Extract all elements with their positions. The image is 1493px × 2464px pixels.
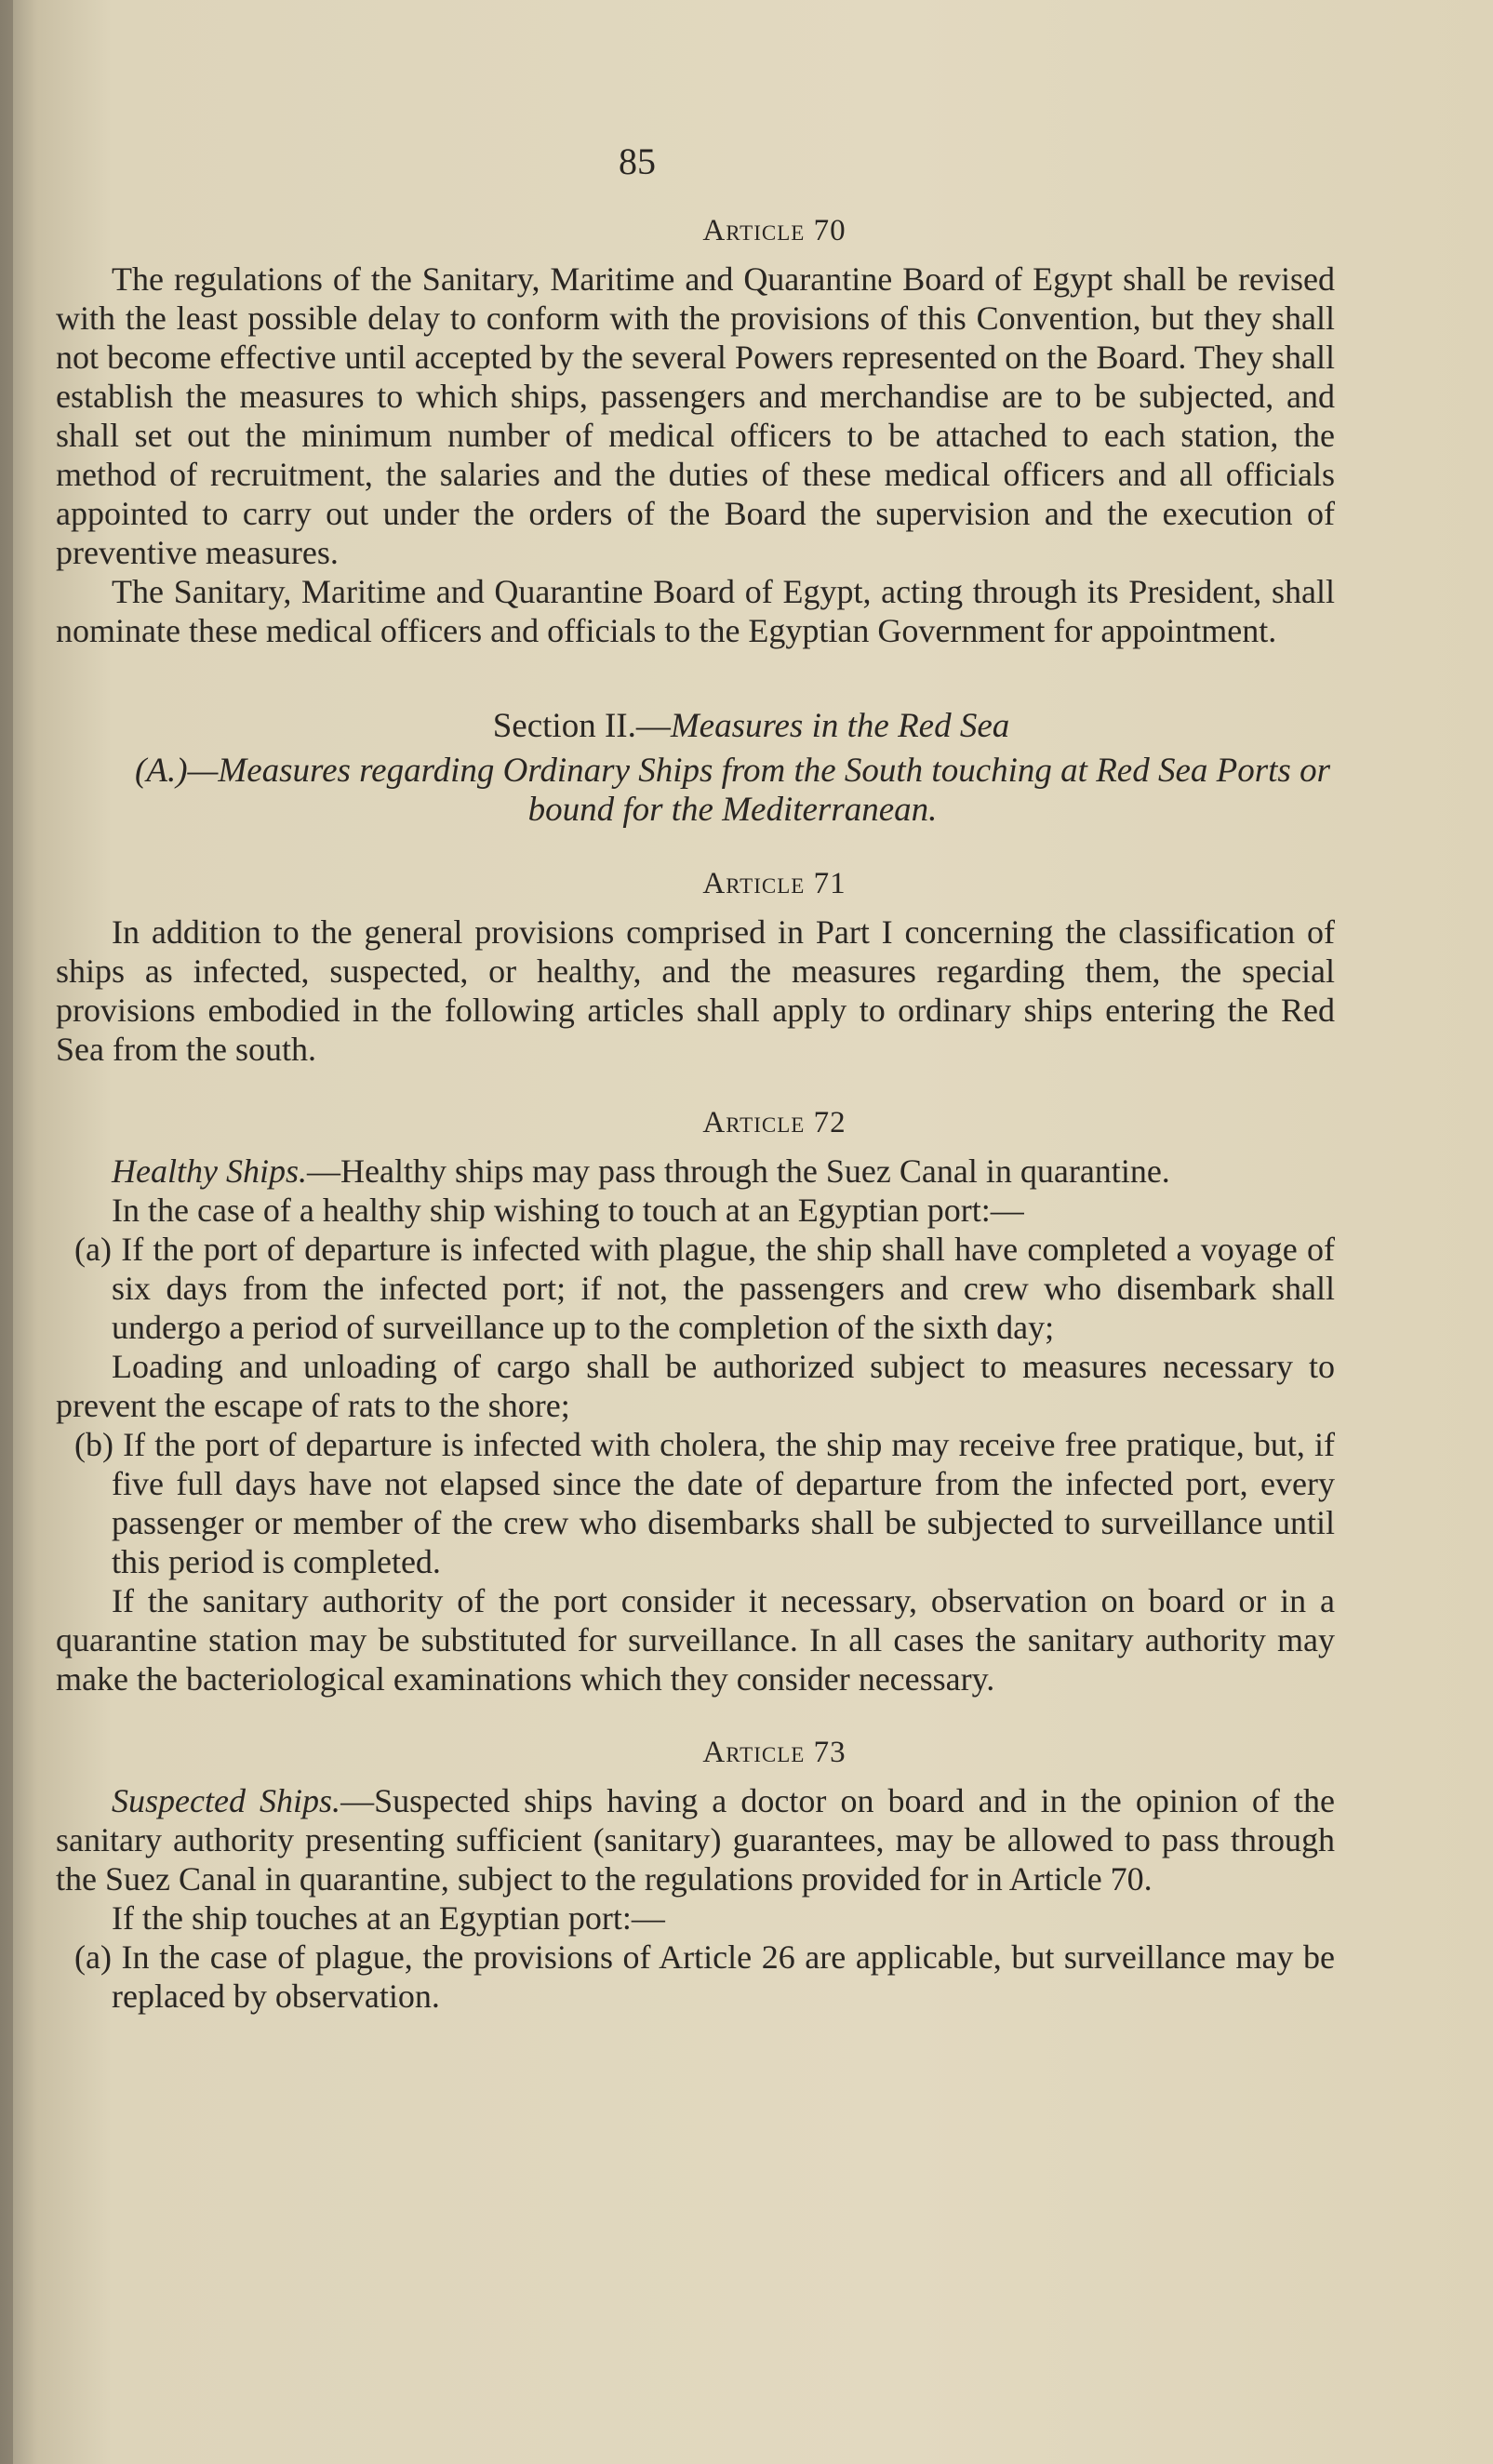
article-72-lead-label: Healthy Ships. [112,1152,307,1190]
article-71-paragraph-1: In addition to the general provisions comprised in Part I concerning the classification of ships as infected, suspected, or healthy, and the measures regarding them, the special provisions embodied in the following articles shall apply to ordinary ships entering the Red Sea from the south. [56,913,1335,1068]
article-73-intro: If the ship touches at an Egyptian port:— [112,1899,665,1937]
article-73-lead [56,1781,1335,1898]
article-72-lead [56,1152,1335,1191]
article-72-item-b-continued: If the sanitary authority of the port consider it necessary, observation on board or in a quarantine station may be substituted for surveillance. In all cases the sanitary authority may make the bacteriological examinations which they consider necessary. [56,1582,1335,1698]
section-2-heading-title: Measures in the Red Sea [670,707,1010,745]
article-73-lead-label: Suspected Ships. [112,1782,341,1819]
article-72-intro: In the case of a healthy ship wishing to touch at an Egyptian port:— [112,1192,1024,1229]
page-number: 85 [619,140,656,182]
article-73-heading: Article 73 [702,1736,846,1769]
article-72-item-a-continued: Loading and unloading of cargo shall be authorized subject to measures necessary to prevent the escape of rats to the shore; [56,1348,1335,1424]
article-72-item-b: (b) If the port of departure is infected with cholera, the ship may receive free pratique, but, if five full days have not elapsed since the date of departure from the infected port, every passenger or member of the crew who disembarks shall be subjected to surveillance until this period is completed. [74,1426,1335,1580]
article-70-paragraph-1: The regulations of the Sanitary, Maritime and Quarantine Board of Egypt shall be revised with the least possible delay to conform with the provisions of this Convention, but they shall not become effective until accepted by the several Powers represented on the Board. They shall establish the measures to which ships, passengers and merchandise are to be subjected, and shall set out the minimum number of medical officers to be attached to each station, the method of recruitment, the salaries and the duties of these medical officers and all officials appointed to carry out under the orders of the Board the supervision and the execution of preventive measures. [56,260,1335,571]
article-70-paragraph-2: The Sanitary, Maritime and Quarantine Board of Egypt, acting through its President, shall nominate these medical officers and officials to the Egyptian Government for appointment. [56,573,1335,649]
binding-shadow [0,0,13,2464]
section-2-heading-prefix: Section II.— [492,707,671,745]
article-72-lead-text: —Healthy ships may pass through the Suez Canal in quarantine. [306,1152,1170,1190]
article-72-heading: Article 72 [702,1106,846,1139]
page-body [56,214,1335,2016]
article-72-item-a: (a) If the port of departure is infected with plague, the ship shall have completed a voyage of six days from the infected port; if not, the passengers and crew who disembark shall undergo a period of surveillance up to the completion of the sixth day; [74,1231,1335,1346]
section-2-heading [56,706,1335,746]
article-73-item-a: (a) In the case of plague, the provisions of Article 26 are applicable, but surveillance may be replaced by observation. [74,1938,1335,2015]
article-70-heading: Article 70 [702,214,846,247]
section-2-subheading: (A.)—Measures regarding Ordinary Ships from the South touching at Red Sea Ports or bound for the Mediterranean. [135,752,1330,829]
article-71-heading: Article 71 [702,867,846,900]
article-73-lead-text: —Suspected ships having a doctor on board and in the opinion of the sanitary authority presenting sufficient (sanitary) guarantees, may be allowed to pass through the Suez Canal in quarantine, subject to the regulations provided for in Article 70. [56,1782,1335,1898]
